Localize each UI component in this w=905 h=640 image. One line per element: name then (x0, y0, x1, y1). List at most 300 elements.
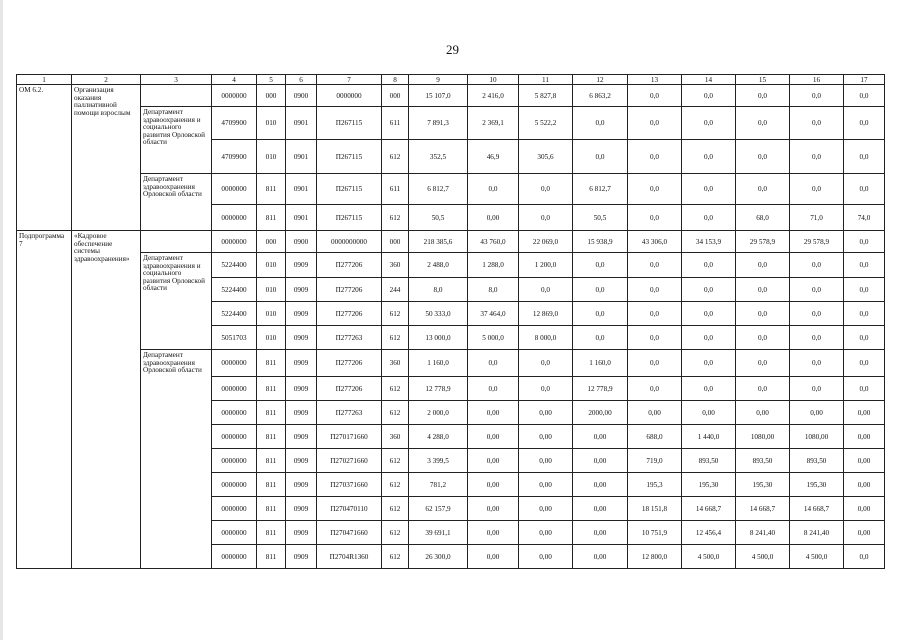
value-cell-col12: 0,00 (573, 473, 628, 497)
value-cell-col16: 1080,00 (790, 425, 844, 449)
value-cell-col4: 0000000 (212, 545, 257, 569)
value-cell-col15: 0,0 (736, 174, 790, 205)
value-cell-col7: П277206 (317, 350, 382, 377)
value-cell-col13: 43 306,0 (628, 231, 682, 253)
value-cell-col15: 29 578,9 (736, 231, 790, 253)
value-cell-col9: 12 778,9 (409, 377, 468, 401)
value-cell-col12: 6 812,7 (573, 174, 628, 205)
value-cell-col5: 000 (257, 85, 286, 107)
value-cell-col13: 0,0 (628, 174, 682, 205)
value-cell-col7: П270371660 (317, 473, 382, 497)
value-cell-col5: 811 (257, 497, 286, 521)
value-cell-col8: 360 (382, 253, 409, 278)
value-cell-col12: 0,00 (573, 545, 628, 569)
value-cell-col11: 0,00 (519, 497, 573, 521)
value-cell-col8: 612 (382, 497, 409, 521)
value-cell-col13: 0,0 (628, 326, 682, 350)
value-cell-col13: 0,0 (628, 302, 682, 326)
value-cell-col7: П267115 (317, 174, 382, 205)
value-cell-col15: 0,0 (736, 85, 790, 107)
value-cell-col14: 0,0 (682, 85, 736, 107)
header-cell-2: 2 (72, 75, 141, 85)
value-cell-col5: 010 (257, 140, 286, 174)
value-cell-col13: 0,0 (628, 85, 682, 107)
value-cell-col10: 8,0 (468, 278, 519, 302)
value-cell-col9: 218 385,6 (409, 231, 468, 253)
value-cell-col17: 0,00 (844, 521, 885, 545)
value-cell-col8: 000 (382, 85, 409, 107)
value-cell-col17: 0,0 (844, 545, 885, 569)
value-cell-col10: 0,00 (468, 497, 519, 521)
executor-cell: Департамент здравоохранения Орловской области (141, 350, 212, 569)
value-cell-col4: 5051703 (212, 326, 257, 350)
executor-cell: Департамент здравоохранения и социального развития Орловской области (141, 253, 212, 350)
value-cell-col5: 811 (257, 174, 286, 205)
value-cell-col9: 1 160,0 (409, 350, 468, 377)
value-cell-col7: П2704R1360 (317, 545, 382, 569)
value-cell-col16: 0,0 (790, 253, 844, 278)
value-cell-col9: 352,5 (409, 140, 468, 174)
value-cell-col10: 0,00 (468, 449, 519, 473)
value-cell-col7: П277206 (317, 377, 382, 401)
value-cell-col8: 611 (382, 107, 409, 140)
header-cell-7: 7 (317, 75, 382, 85)
value-cell-col11: 0,00 (519, 521, 573, 545)
value-cell-col10: 0,00 (468, 205, 519, 231)
value-cell-col11: 1 200,0 (519, 253, 573, 278)
value-cell-col8: 612 (382, 302, 409, 326)
value-cell-col10: 37 464,0 (468, 302, 519, 326)
value-cell-col4: 0000000 (212, 449, 257, 473)
value-cell-col4: 0000000 (212, 205, 257, 231)
value-cell-col12: 0,00 (573, 425, 628, 449)
value-cell-col11: 0,0 (519, 205, 573, 231)
value-cell-col17: 0,00 (844, 473, 885, 497)
executor-cell (141, 231, 212, 253)
value-cell-col7: П277206 (317, 302, 382, 326)
group-code-cell: Подпрограмма 7 (17, 231, 72, 569)
value-cell-col15: 0,0 (736, 377, 790, 401)
value-cell-col11: 0,00 (519, 425, 573, 449)
value-cell-col6: 0909 (286, 401, 317, 425)
value-cell-col9: 3 399,5 (409, 449, 468, 473)
value-cell-col15: 8 241,40 (736, 521, 790, 545)
value-cell-col7: П267115 (317, 205, 382, 231)
value-cell-col5: 000 (257, 231, 286, 253)
value-cell-col5: 811 (257, 473, 286, 497)
value-cell-col8: 612 (382, 326, 409, 350)
value-cell-col6: 0900 (286, 231, 317, 253)
scan-edge (0, 0, 3, 640)
value-cell-col14: 12 456,4 (682, 521, 736, 545)
value-cell-col5: 811 (257, 449, 286, 473)
value-cell-col11: 0,0 (519, 377, 573, 401)
value-cell-col7: П270271660 (317, 449, 382, 473)
value-cell-col12: 0,0 (573, 140, 628, 174)
value-cell-col5: 010 (257, 302, 286, 326)
value-cell-col17: 0,00 (844, 401, 885, 425)
value-cell-col11: 5 522,2 (519, 107, 573, 140)
value-cell-col9: 13 000,0 (409, 326, 468, 350)
value-cell-col15: 14 668,7 (736, 497, 790, 521)
value-cell-col5: 010 (257, 326, 286, 350)
value-cell-col15: 0,0 (736, 107, 790, 140)
value-cell-col9: 4 288,0 (409, 425, 468, 449)
header-cell-11: 11 (519, 75, 573, 85)
value-cell-col14: 0,0 (682, 140, 736, 174)
group-code-cell: ОМ 6.2. (17, 85, 72, 231)
value-cell-col12: 12 778,9 (573, 377, 628, 401)
value-cell-col13: 0,0 (628, 253, 682, 278)
value-cell-col8: 612 (382, 545, 409, 569)
value-cell-col14: 14 668,7 (682, 497, 736, 521)
value-cell-col14: 0,0 (682, 205, 736, 231)
value-cell-col13: 719,0 (628, 449, 682, 473)
value-cell-col6: 0909 (286, 350, 317, 377)
value-cell-col8: 612 (382, 205, 409, 231)
value-cell-col8: 611 (382, 174, 409, 205)
value-cell-col5: 811 (257, 350, 286, 377)
header-cell-1: 1 (17, 75, 72, 85)
value-cell-col17: 0,0 (844, 278, 885, 302)
value-cell-col4: 0000000 (212, 231, 257, 253)
value-cell-col6: 0900 (286, 85, 317, 107)
value-cell-col17: 0,0 (844, 107, 885, 140)
value-cell-col15: 0,00 (736, 401, 790, 425)
value-cell-col12: 50,5 (573, 205, 628, 231)
value-cell-col4: 5224400 (212, 302, 257, 326)
value-cell-col17: 0,0 (844, 140, 885, 174)
value-cell-col14: 0,0 (682, 174, 736, 205)
value-cell-col7: П277263 (317, 401, 382, 425)
value-cell-col14: 34 153,9 (682, 231, 736, 253)
value-cell-col17: 0,00 (844, 497, 885, 521)
value-cell-col14: 0,0 (682, 278, 736, 302)
header-row (17, 75, 885, 85)
value-cell-col12: 0,0 (573, 107, 628, 140)
value-cell-col16: 0,0 (790, 377, 844, 401)
value-cell-col4: 0000000 (212, 401, 257, 425)
value-cell-col14: 0,0 (682, 350, 736, 377)
value-cell-col9: 50,5 (409, 205, 468, 231)
value-cell-col15: 0,0 (736, 140, 790, 174)
header-cell-9: 9 (409, 75, 468, 85)
value-cell-col8: 612 (382, 401, 409, 425)
value-cell-col5: 010 (257, 253, 286, 278)
value-cell-col6: 0901 (286, 174, 317, 205)
value-cell-col4: 5224400 (212, 253, 257, 278)
value-cell-col6: 0909 (286, 497, 317, 521)
value-cell-col14: 1 440,0 (682, 425, 736, 449)
page-number: 29 (446, 42, 459, 57)
value-cell-col7: П270171660 (317, 425, 382, 449)
table-row (17, 174, 885, 205)
value-cell-col8: 612 (382, 473, 409, 497)
value-cell-col10: 0,00 (468, 473, 519, 497)
value-cell-col14: 195,30 (682, 473, 736, 497)
header-cell-15: 15 (736, 75, 790, 85)
header-cell-6: 6 (286, 75, 317, 85)
value-cell-col15: 195,30 (736, 473, 790, 497)
value-cell-col16: 71,0 (790, 205, 844, 231)
value-cell-col9: 781,2 (409, 473, 468, 497)
value-cell-col16: 8 241,40 (790, 521, 844, 545)
value-cell-col11: 0,00 (519, 401, 573, 425)
value-cell-col8: 000 (382, 231, 409, 253)
value-cell-col13: 195,3 (628, 473, 682, 497)
value-cell-col14: 0,0 (682, 377, 736, 401)
value-cell-col5: 811 (257, 425, 286, 449)
table-row (17, 253, 885, 278)
value-cell-col6: 0909 (286, 449, 317, 473)
value-cell-col14: 0,00 (682, 401, 736, 425)
value-cell-col7: П277206 (317, 278, 382, 302)
value-cell-col16: 0,0 (790, 278, 844, 302)
table-row (17, 231, 885, 253)
value-cell-col12: 0,00 (573, 521, 628, 545)
value-cell-col5: 811 (257, 521, 286, 545)
value-cell-col12: 0,0 (573, 253, 628, 278)
value-cell-col15: 0,0 (736, 302, 790, 326)
value-cell-col16: 0,0 (790, 174, 844, 205)
value-cell-col4: 0000000 (212, 473, 257, 497)
value-cell-col14: 0,0 (682, 326, 736, 350)
value-cell-col5: 811 (257, 401, 286, 425)
value-cell-col6: 0909 (286, 326, 317, 350)
value-cell-col16: 195,30 (790, 473, 844, 497)
value-cell-col17: 0,0 (844, 326, 885, 350)
value-cell-col4: 0000000 (212, 425, 257, 449)
value-cell-col13: 688,0 (628, 425, 682, 449)
value-cell-col11: 5 827,8 (519, 85, 573, 107)
value-cell-col11: 8 000,0 (519, 326, 573, 350)
value-cell-col11: 0,00 (519, 473, 573, 497)
value-cell-col13: 18 151,8 (628, 497, 682, 521)
value-cell-col6: 0909 (286, 425, 317, 449)
value-cell-col7: П277206 (317, 253, 382, 278)
value-cell-col17: 0,0 (844, 174, 885, 205)
value-cell-col4: 0000000 (212, 174, 257, 205)
value-cell-col12: 2000,00 (573, 401, 628, 425)
value-cell-col15: 0,0 (736, 253, 790, 278)
value-cell-col16: 0,0 (790, 302, 844, 326)
value-cell-col9: 15 107,0 (409, 85, 468, 107)
value-cell-col12: 0,0 (573, 278, 628, 302)
value-cell-col11: 0,0 (519, 278, 573, 302)
value-cell-col7: 0000000 (317, 85, 382, 107)
value-cell-col10: 0,00 (468, 425, 519, 449)
value-cell-col17: 0,0 (844, 231, 885, 253)
value-cell-col15: 0,0 (736, 350, 790, 377)
value-cell-col12: 0,00 (573, 449, 628, 473)
executor-cell: Департамент здравоохранения и социального развития Орловской области (141, 107, 212, 174)
value-cell-col17: 0,0 (844, 85, 885, 107)
value-cell-col15: 893,50 (736, 449, 790, 473)
value-cell-col11: 0,0 (519, 350, 573, 377)
value-cell-col8: 612 (382, 377, 409, 401)
value-cell-col16: 29 578,9 (790, 231, 844, 253)
value-cell-col6: 0909 (286, 545, 317, 569)
value-cell-col4: 0000000 (212, 350, 257, 377)
table-row (17, 350, 885, 377)
header-cell-3: 3 (141, 75, 212, 85)
value-cell-col10: 0,0 (468, 377, 519, 401)
value-cell-col4: 0000000 (212, 85, 257, 107)
value-cell-col9: 26 300,0 (409, 545, 468, 569)
value-cell-col13: 0,0 (628, 205, 682, 231)
value-cell-col16: 0,0 (790, 107, 844, 140)
value-cell-col11: 22 069,0 (519, 231, 573, 253)
value-cell-col7: П277263 (317, 326, 382, 350)
value-cell-col12: 0,0 (573, 302, 628, 326)
value-cell-col6: 0909 (286, 253, 317, 278)
value-cell-col16: 14 668,7 (790, 497, 844, 521)
value-cell-col12: 0,00 (573, 497, 628, 521)
value-cell-col16: 0,0 (790, 85, 844, 107)
value-cell-col5: 811 (257, 377, 286, 401)
value-cell-col6: 0909 (286, 278, 317, 302)
value-cell-col11: 0,00 (519, 545, 573, 569)
header-cell-12: 12 (573, 75, 628, 85)
value-cell-col10: 2 369,1 (468, 107, 519, 140)
value-cell-col17: 0,00 (844, 449, 885, 473)
value-cell-col14: 0,0 (682, 253, 736, 278)
value-cell-col7: П267115 (317, 140, 382, 174)
value-cell-col11: 0,00 (519, 449, 573, 473)
value-cell-col5: 811 (257, 545, 286, 569)
value-cell-col15: 0,0 (736, 278, 790, 302)
value-cell-col17: 0,0 (844, 302, 885, 326)
value-cell-col13: 0,0 (628, 350, 682, 377)
value-cell-col13: 0,0 (628, 140, 682, 174)
value-cell-col6: 0909 (286, 377, 317, 401)
value-cell-col14: 0,0 (682, 302, 736, 326)
budget-table (16, 74, 885, 569)
value-cell-col9: 7 891,3 (409, 107, 468, 140)
value-cell-col9: 62 157,9 (409, 497, 468, 521)
group-name-cell: «Кадровое обеспечение системы здравоохранения» (72, 231, 141, 569)
value-cell-col8: 612 (382, 449, 409, 473)
value-cell-col4: 4709900 (212, 107, 257, 140)
value-cell-col10: 46,9 (468, 140, 519, 174)
value-cell-col13: 10 751,9 (628, 521, 682, 545)
value-cell-col4: 4709900 (212, 140, 257, 174)
value-cell-col16: 0,0 (790, 350, 844, 377)
value-cell-col7: П270471660 (317, 521, 382, 545)
value-cell-col6: 0901 (286, 140, 317, 174)
value-cell-col9: 39 691,1 (409, 521, 468, 545)
value-cell-col13: 0,0 (628, 278, 682, 302)
group-name-cell: Организация оказания паллиативной помощи взрослым (72, 85, 141, 231)
value-cell-col10: 0,00 (468, 521, 519, 545)
value-cell-col5: 010 (257, 107, 286, 140)
value-cell-col12: 6 863,2 (573, 85, 628, 107)
value-cell-col13: 0,00 (628, 401, 682, 425)
value-cell-col14: 4 500,0 (682, 545, 736, 569)
value-cell-col9: 2 000,0 (409, 401, 468, 425)
value-cell-col12: 1 160,0 (573, 350, 628, 377)
value-cell-col16: 0,00 (790, 401, 844, 425)
value-cell-col6: 0901 (286, 107, 317, 140)
value-cell-col15: 4 500,0 (736, 545, 790, 569)
value-cell-col4: 5224400 (212, 278, 257, 302)
value-cell-col14: 0,0 (682, 107, 736, 140)
value-cell-col17: 0,0 (844, 377, 885, 401)
value-cell-col5: 811 (257, 205, 286, 231)
value-cell-col16: 4 500,0 (790, 545, 844, 569)
header-cell-16: 16 (790, 75, 844, 85)
value-cell-col4: 0000000 (212, 497, 257, 521)
header-cell-14: 14 (682, 75, 736, 85)
value-cell-col10: 5 000,0 (468, 326, 519, 350)
value-cell-col17: 74,0 (844, 205, 885, 231)
value-cell-col7: П270470110 (317, 497, 382, 521)
table-row (17, 107, 885, 140)
value-cell-col16: 0,0 (790, 140, 844, 174)
executor-cell: Департамент здравоохранения Орловской области (141, 174, 212, 231)
value-cell-col6: 0909 (286, 521, 317, 545)
value-cell-col8: 360 (382, 350, 409, 377)
header-cell-8: 8 (382, 75, 409, 85)
value-cell-col13: 0,0 (628, 377, 682, 401)
value-cell-col10: 1 288,0 (468, 253, 519, 278)
value-cell-col15: 1080,00 (736, 425, 790, 449)
value-cell-col10: 43 760,0 (468, 231, 519, 253)
value-cell-col17: 0,0 (844, 253, 885, 278)
value-cell-col17: 0,00 (844, 425, 885, 449)
value-cell-col14: 893,50 (682, 449, 736, 473)
table-row (17, 85, 885, 107)
value-cell-col10: 0,00 (468, 401, 519, 425)
value-cell-col6: 0901 (286, 205, 317, 231)
value-cell-col9: 6 812,7 (409, 174, 468, 205)
value-cell-col8: 612 (382, 521, 409, 545)
value-cell-col12: 15 938,9 (573, 231, 628, 253)
value-cell-col8: 244 (382, 278, 409, 302)
value-cell-col7: 0000000000 (317, 231, 382, 253)
value-cell-col13: 12 800,0 (628, 545, 682, 569)
executor-cell (141, 85, 212, 107)
value-cell-col5: 010 (257, 278, 286, 302)
value-cell-col8: 612 (382, 140, 409, 174)
value-cell-col16: 0,0 (790, 326, 844, 350)
value-cell-col13: 0,0 (628, 107, 682, 140)
value-cell-col10: 0,00 (468, 545, 519, 569)
value-cell-col8: 360 (382, 425, 409, 449)
value-cell-col9: 8,0 (409, 278, 468, 302)
value-cell-col4: 0000000 (212, 521, 257, 545)
value-cell-col11: 12 869,0 (519, 302, 573, 326)
value-cell-col9: 50 333,0 (409, 302, 468, 326)
header-cell-13: 13 (628, 75, 682, 85)
value-cell-col12: 0,0 (573, 326, 628, 350)
value-cell-col6: 0909 (286, 302, 317, 326)
value-cell-col4: 0000000 (212, 377, 257, 401)
header-cell-10: 10 (468, 75, 519, 85)
value-cell-col15: 0,0 (736, 326, 790, 350)
header-cell-5: 5 (257, 75, 286, 85)
value-cell-col17: 0,0 (844, 350, 885, 377)
header-cell-17: 17 (844, 75, 885, 85)
value-cell-col15: 68,0 (736, 205, 790, 231)
value-cell-col16: 893,50 (790, 449, 844, 473)
value-cell-col9: 2 488,0 (409, 253, 468, 278)
value-cell-col11: 0,0 (519, 174, 573, 205)
header-cell-4: 4 (212, 75, 257, 85)
value-cell-col10: 2 416,0 (468, 85, 519, 107)
value-cell-col7: П267115 (317, 107, 382, 140)
value-cell-col10: 0,0 (468, 350, 519, 377)
